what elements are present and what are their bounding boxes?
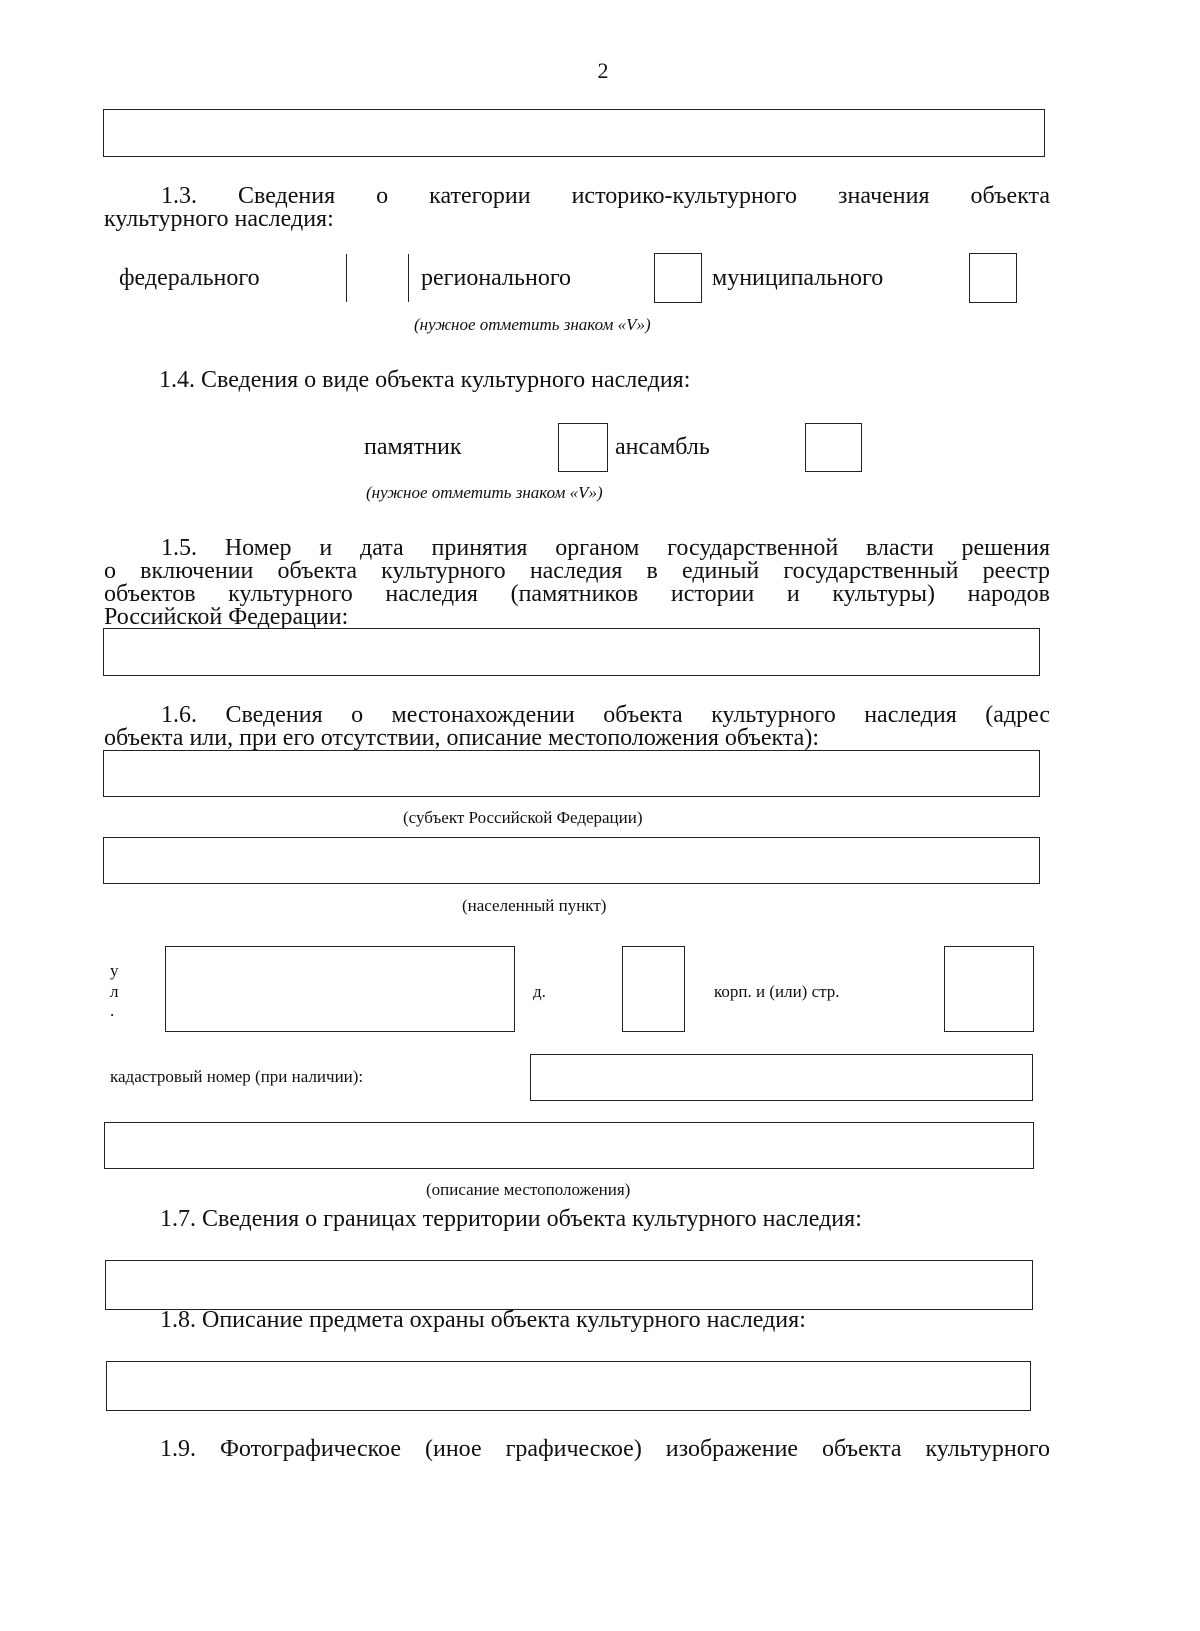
hint-mark-v: (нужное отметить знаком «V») (414, 315, 651, 334)
label-regional: регионального (421, 265, 572, 291)
label-federal: федерального (119, 265, 260, 291)
checkbox-regional[interactable] (654, 253, 702, 303)
page-number: 2 (597, 58, 609, 83)
field-1-2[interactable] (103, 109, 1045, 157)
checkbox-ensemble[interactable] (805, 423, 862, 472)
field-territory-boundaries[interactable] (105, 1260, 1033, 1310)
cadastral-label: кадастровый номер (при наличии): (110, 1067, 364, 1086)
checkbox-municipal[interactable] (969, 253, 1017, 303)
street-label-dot: . (110, 1001, 115, 1020)
field-cadastral-number[interactable] (530, 1054, 1033, 1101)
section-1-8-text: 1.8. Описание предмета охраны объекта культурного наследия: (160, 1307, 806, 1333)
caption-locality: (населенный пункт) (462, 896, 607, 915)
house-label: д. (533, 982, 546, 1001)
field-protection-subject[interactable] (106, 1361, 1031, 1411)
section-1-9-text: 1.9. Фотографическое (иное графическое) изображение объекта культурного (160, 1436, 1050, 1462)
section-1-7-text: 1.7. Сведения о границах территории объекта культурного наследия: (160, 1206, 862, 1232)
section-1-4-text: 1.4. Сведения о виде объекта культурного наследия: (159, 367, 691, 393)
field-locality[interactable] (103, 837, 1040, 884)
checkbox-federal-right-edge (408, 254, 409, 302)
field-building[interactable] (944, 946, 1034, 1032)
caption-federal-subject: (субъект Российской Федерации) (403, 808, 643, 827)
building-label: корп. и (или) стр. (714, 982, 840, 1001)
label-monument: памятник (364, 434, 462, 460)
field-registry-decision[interactable] (103, 628, 1040, 676)
checkbox-federal[interactable] (346, 254, 347, 302)
street-label-u: у (110, 961, 119, 980)
field-federal-subject[interactable] (103, 750, 1040, 797)
field-street[interactable] (165, 946, 515, 1032)
field-house[interactable] (622, 946, 685, 1032)
hint-mark-v-2: (нужное отметить знаком «V») (366, 483, 603, 502)
street-label-l: л (110, 982, 119, 1001)
section-1-3-text: 1.3. Сведения о категории историко-культурного значения объекта культурного наследия: (104, 183, 1050, 232)
checkbox-monument[interactable] (558, 423, 608, 472)
field-location-description[interactable] (104, 1122, 1034, 1169)
label-ensemble: ансамбль (615, 434, 710, 460)
section-1-6-text: 1.6. Сведения о местонахождении объекта культурного наследия (адрес объекта или, при его отсутствии, описание местоположения объекта): (104, 702, 1050, 751)
label-municipal: муниципального (712, 265, 884, 291)
section-1-5-text: 1.5. Номер и дата принятия органом государственной власти решения о включении объекта культурного наследия в единый государственный реестр объектов культурного наследия (памятников истории и культуры) народов Российской Федерации: (104, 535, 1050, 630)
caption-location-description: (описание местоположения) (426, 1180, 631, 1199)
